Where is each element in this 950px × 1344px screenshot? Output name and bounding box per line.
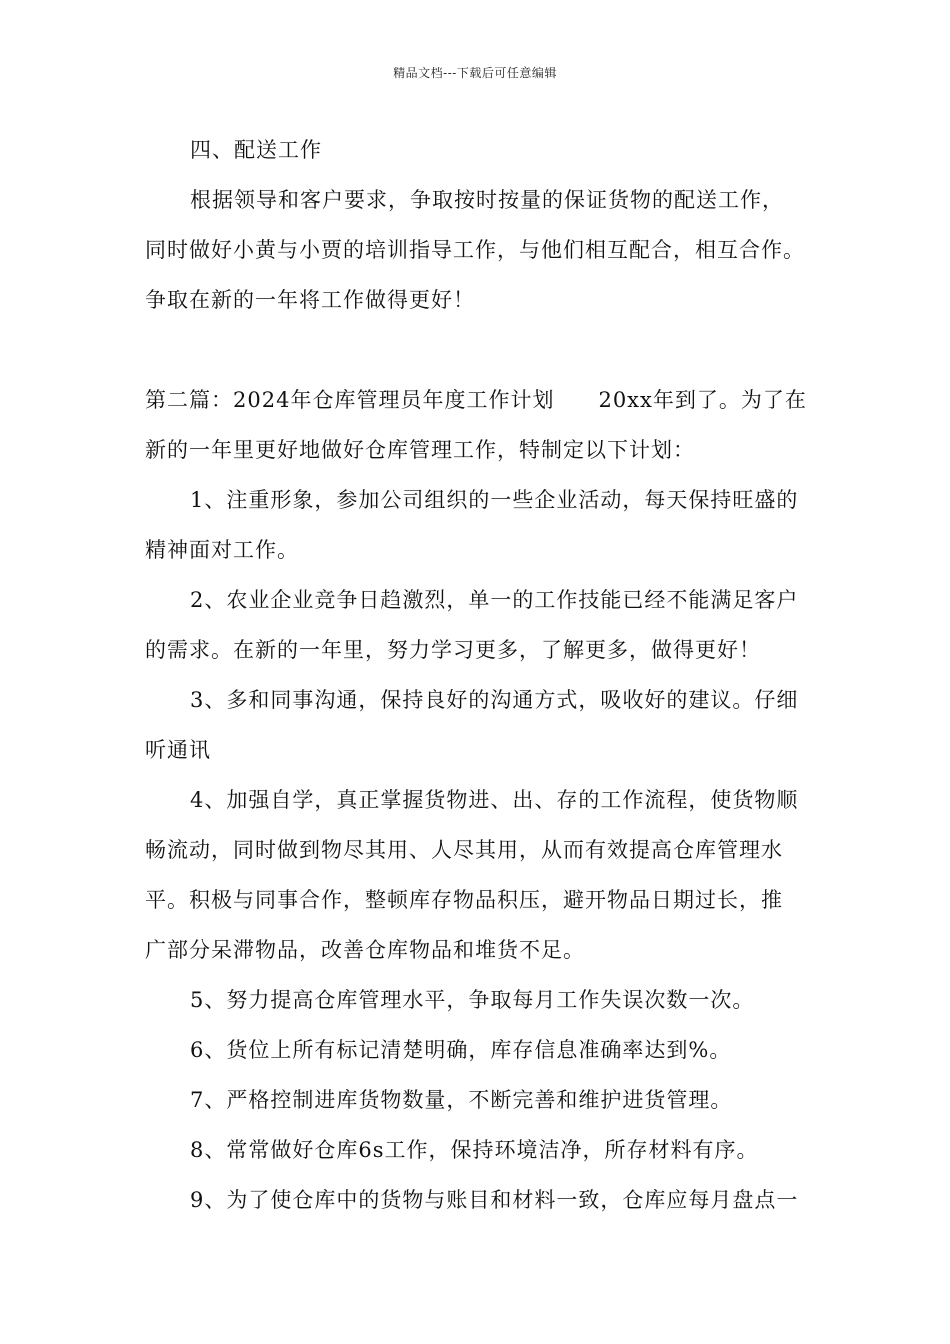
paragraph-line: 畅流动，同时做到物尽其用、人尽其用，从而有效提高仓库管理水 (145, 838, 783, 862)
chapter-intro-start: 20xx年到了。为了在 (598, 388, 807, 412)
paragraph-line: 平。积极与同事合作，整顿库存物品积压，避开物品日期过长，推 (145, 888, 783, 912)
plan-item-6: 6、货位上所有标记清楚明确，库存信息准确率达到%。 (190, 1038, 732, 1062)
chapter-title-line (145, 385, 807, 415)
plan-item-9: 9、为了使仓库中的货物与账目和材料一致，仓库应每月盘点一 (190, 1188, 799, 1212)
paragraph-line: 广部分呆滞物品，改善仓库物品和堆货不足。 (145, 938, 585, 962)
chapter-title: 第二篇：2024年仓库管理员年度工作计划 (145, 388, 555, 412)
paragraph-line: 新的一年里更好地做好仓库管理工作，特制定以下计划： (145, 438, 695, 462)
section-heading-delivery: 四、配送工作 (190, 138, 322, 162)
plan-item-3: 3、多和同事沟通，保持良好的沟通方式，吸收好的建议。仔细 (190, 688, 799, 712)
paragraph-line: 同时做好小黄与小贾的培训指导工作，与他们相互配合，相互合作。 (145, 238, 805, 262)
plan-item-2: 2、农业企业竞争日趋激烈，单一的工作技能已经不能满足客户 (190, 588, 799, 612)
paragraph-line: 听通讯 (145, 738, 211, 762)
plan-item-7: 7、严格控制进库货物数量，不断完善和维护进货管理。 (190, 1088, 733, 1112)
paragraph-line: 的需求。在新的一年里，努力学习更多，了解更多，做得更好！ (145, 638, 761, 662)
plan-item-5: 5、努力提高仓库管理水平，争取每月工作失误次数一次。 (190, 988, 755, 1012)
paragraph-line: 精神面对工作。 (145, 538, 299, 562)
plan-item-1: 1、注重形象，参加公司组织的一些企业活动，每天保持旺盛的 (190, 488, 799, 512)
paragraph-line: 争取在新的一年将工作做得更好！ (145, 288, 475, 312)
plan-item-8: 8、常常做好仓库6s工作，保持环境洁净，所存材料有序。 (190, 1138, 759, 1162)
page-header: 精品文档---下载后可任意编辑 (393, 66, 557, 80)
plan-item-4: 4、加强自学，真正掌握货物进、出、存的工作流程，使货物顺 (190, 788, 799, 812)
paragraph-line: 根据领导和客户要求，争取按时按量的保证货物的配送工作， (190, 188, 784, 212)
